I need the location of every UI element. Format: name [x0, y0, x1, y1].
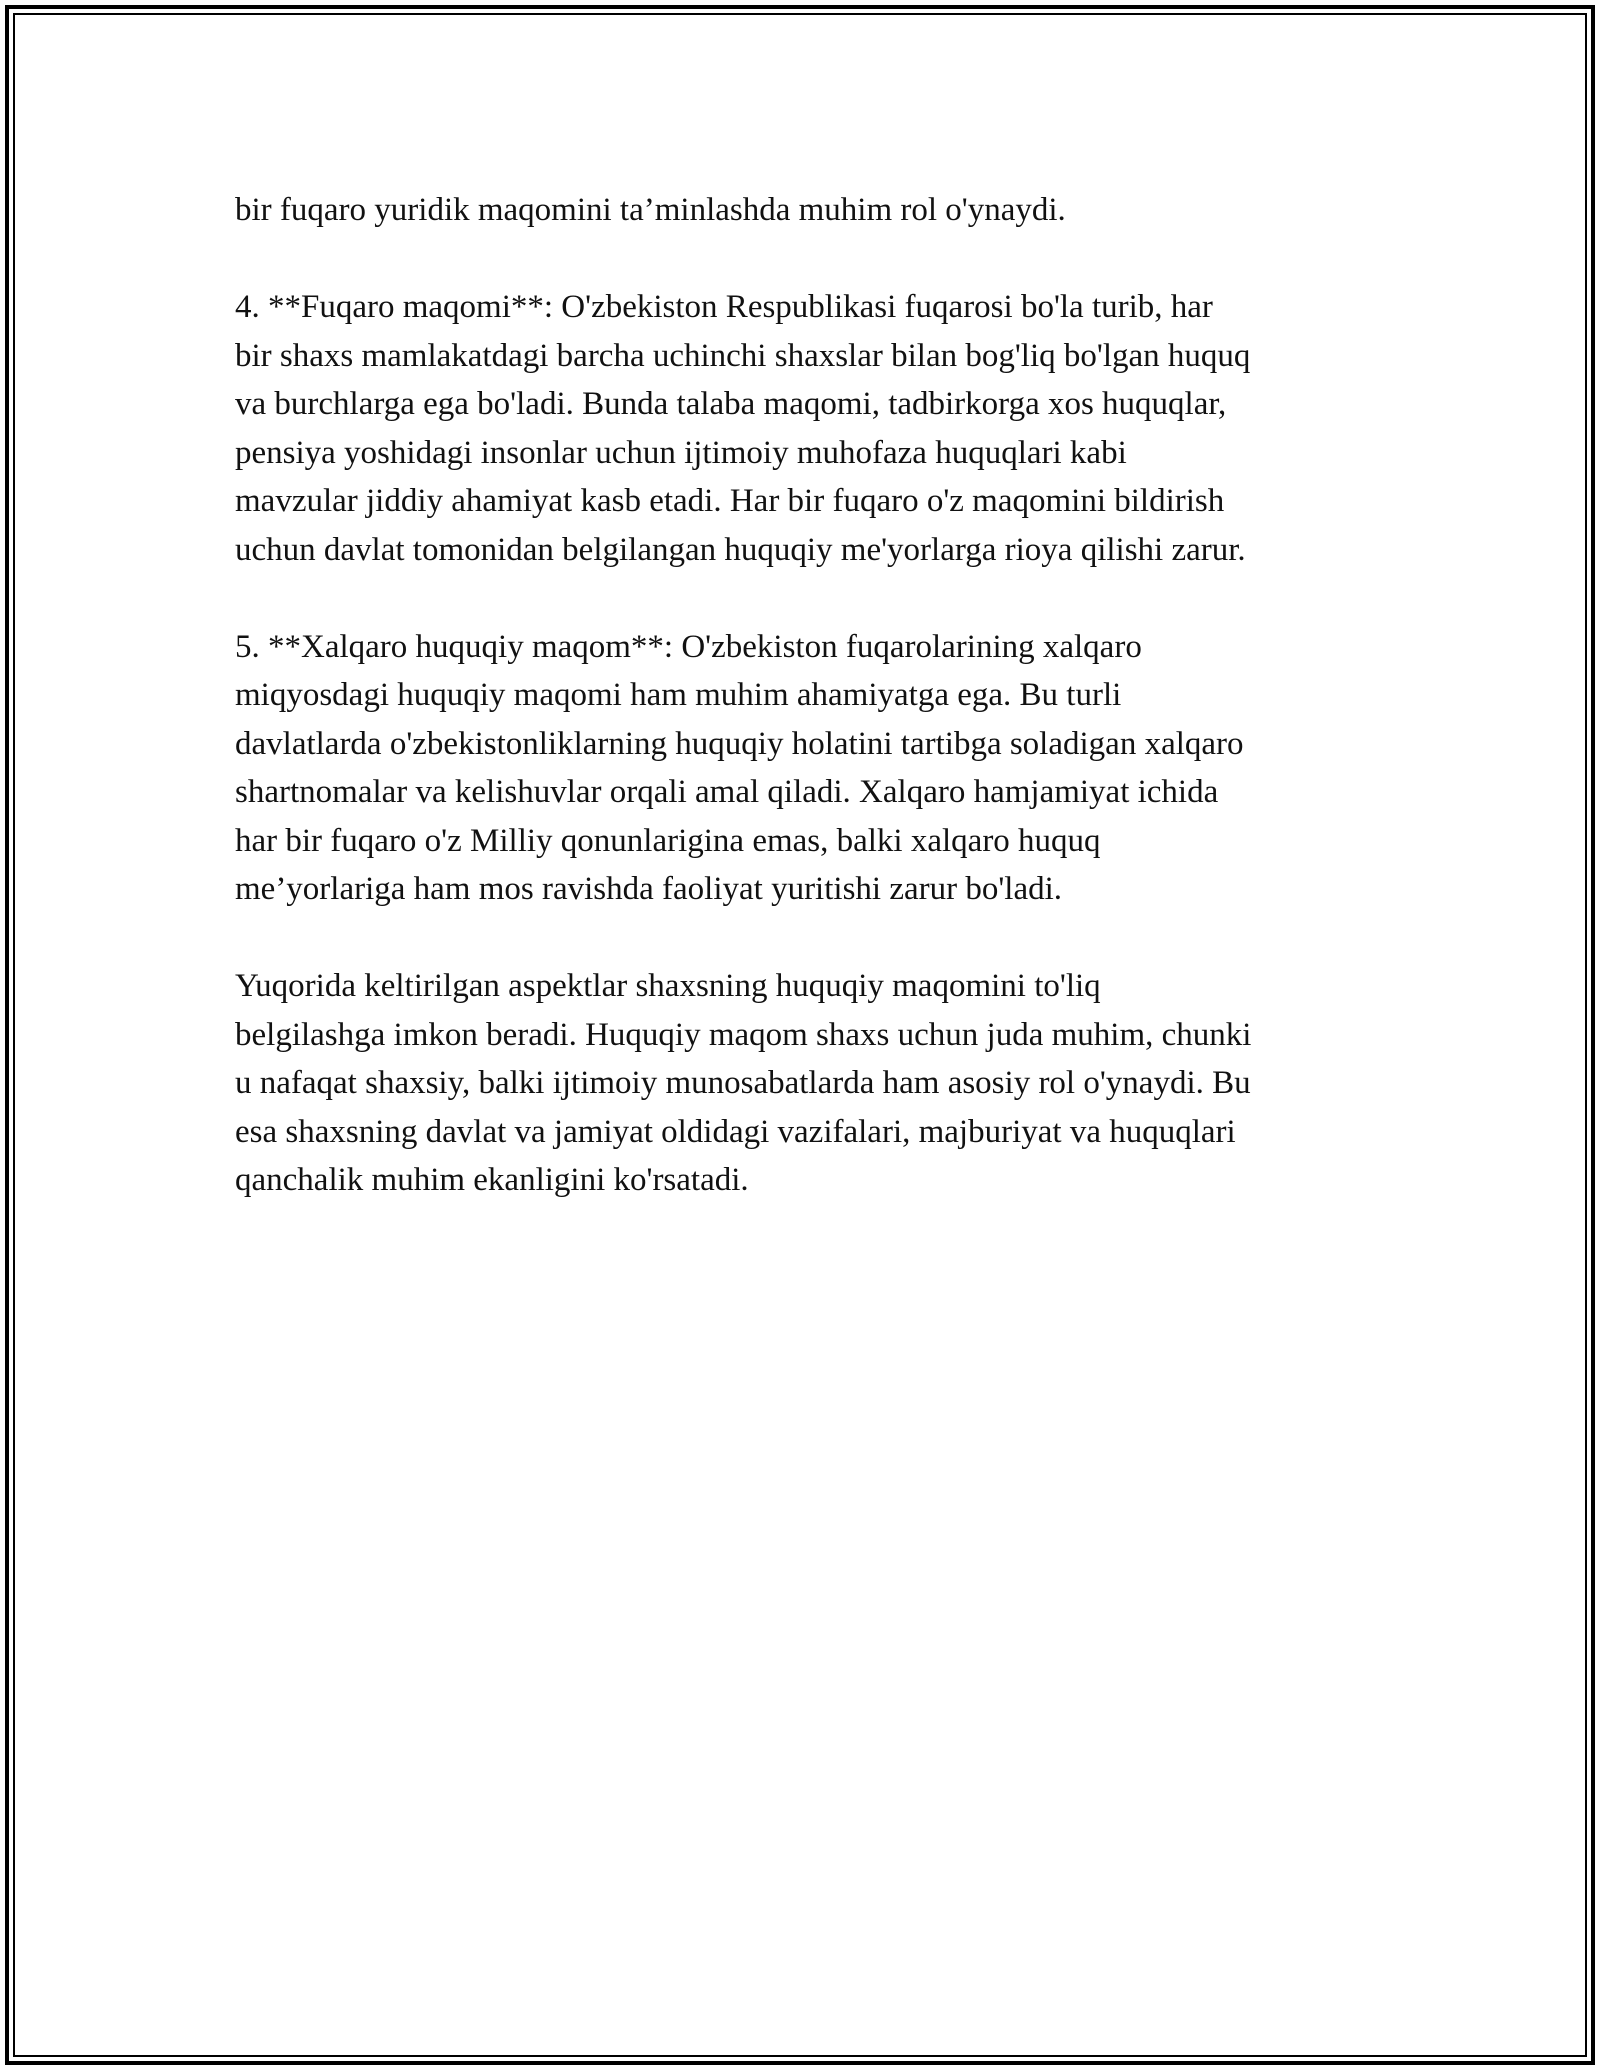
paragraph-conclusion: Yuqorida keltirilgan aspektlar shaxsning huquqiy maqomini to'liq belgilashga imkon beradi. Huquqiy maqom shaxs uchun juda muhim, chunki u nafaqat shaxsiy, balki ijtimoiy munosabatlarda ham asosiy rol o'ynaydi. Bu esa shaxsning davlat va jamiyat oldidagi vazifalari, majburiyat va huquqlari qanchalik muhim ekanligini ko'rsatadi.: [235, 968, 1252, 1198]
paragraph-continuation: bir fuqaro yuridik maqomini ta’minlashda muhim rol o'ynaydi.: [235, 192, 1066, 228]
paragraph-xalqaro-huquqiy-maqom: 5. **Xalqaro huquqiy maqom**: O'zbekiston fuqarolarining xalqaro miqyosdagi huquqiy maqomi ham muhim ahamiyatga ega. Bu turli davlatlarda o'zbekistonliklarning huquqiy holatini tartibga soladigan xalqaro shartnomalar va kelishuvlar orqali amal qiladi. Xalqaro hamjamiyat ichida har bir fuqaro o'z Milliy qonunlarigina emas, balki xalqaro huquq me’yorlariga ham mos ravishda faoliyat yuritishi zarur bo'ladi.: [235, 628, 1244, 907]
paragraph-fuqaro-maqomi: 4. **Fuqaro maqomi**: O'zbekiston Respublikasi fuqarosi bo'la turib, har bir shaxs mamlakatdagi barcha uchinchi shaxslar bilan bog'liq bo'lgan huquq va burchlarga ega bo'ladi. Bunda talaba maqomi, tadbirkorga xos huquqlar, pensiya yoshidagi insonlar uchun ijtimoiy muhofaza huquqlari kabi mavzular jiddiy ahamiyat kasb etadi. Har bir fuqaro o'z maqomini bildirish uchun davlat tomonidan belgilangan huquqiy me'yorlarga rioya qilishi zarur.: [235, 289, 1251, 568]
document-body: [235, 186, 1375, 1253]
